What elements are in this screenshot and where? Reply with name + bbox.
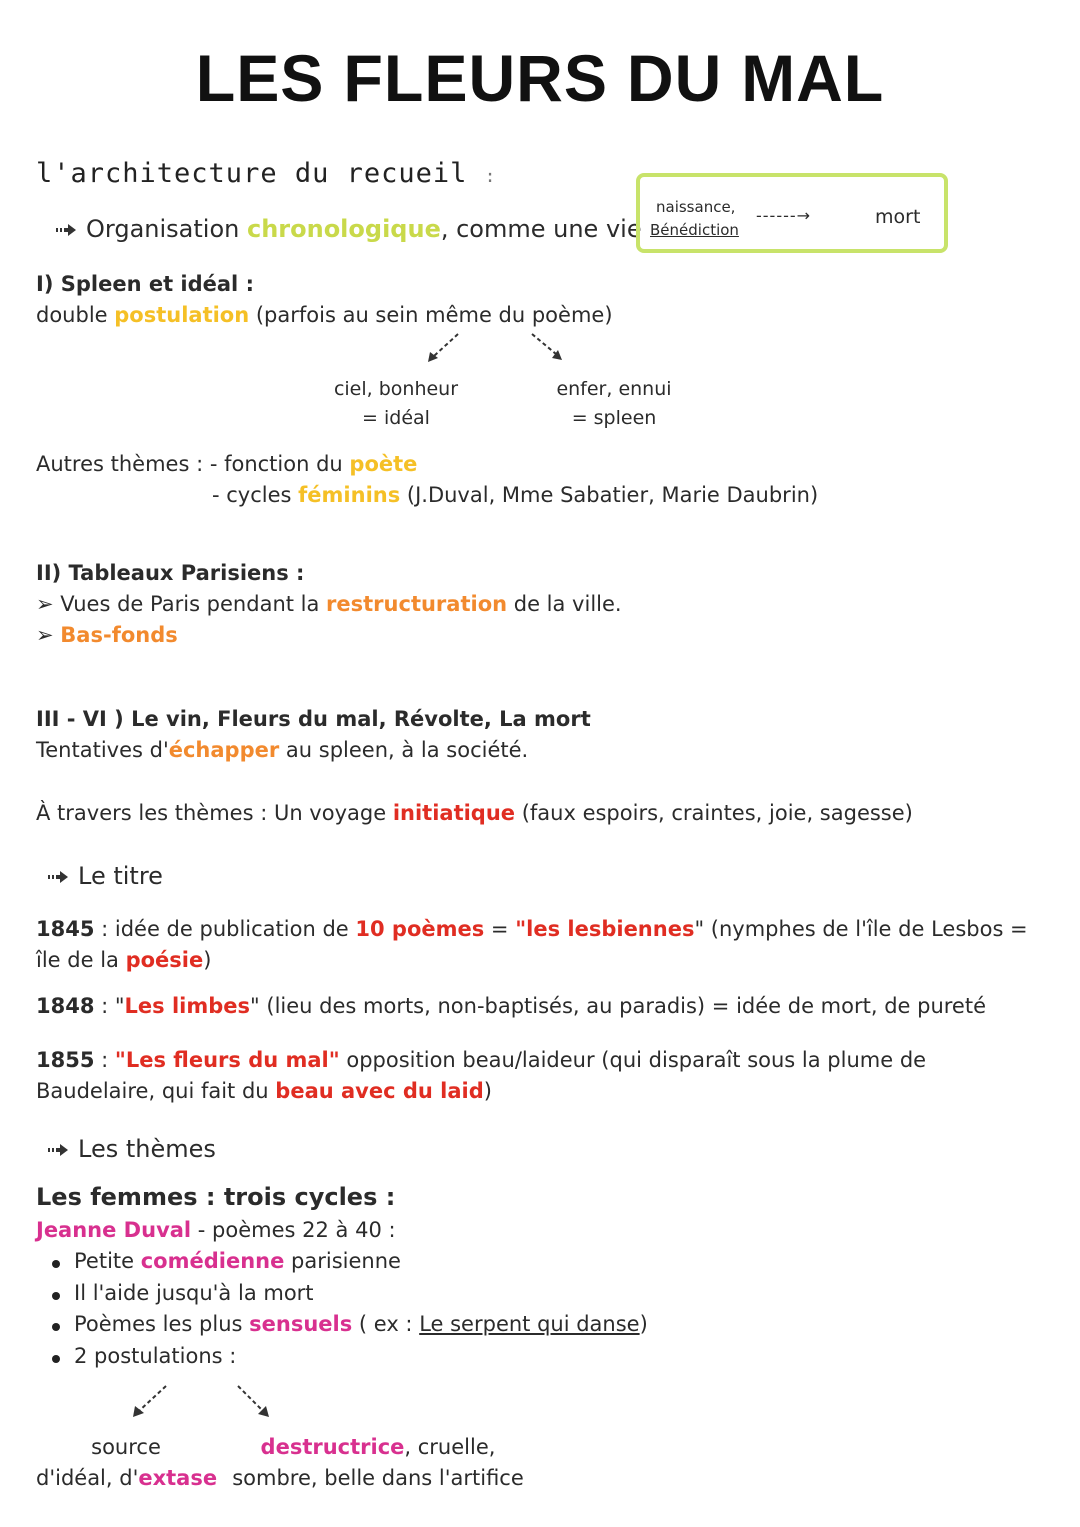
arrow-right-icon: [48, 1144, 68, 1156]
voyage-line: À travers les thèmes : Un voyage initiatique (faux espoirs, craintes, joie, sagesse): [36, 801, 913, 825]
titre-1855-line2: Baudelaire, qui fait du beau avec du laid): [36, 1079, 492, 1103]
postulation-left: source d'idéal, d'extase: [36, 1435, 218, 1490]
highlight-bas-fonds: Bas-fonds: [60, 623, 178, 647]
themes-heading: Les thèmes: [48, 1135, 216, 1163]
titre-1845-line1: 1845 : idée de publication de 10 poèmes = "les lesbiennes" (nymphes de l'île de Lesbos =: [36, 917, 1028, 941]
highlight-poete: poète: [349, 452, 418, 476]
section2-item2: [36, 623, 178, 647]
other-themes-line1: Autres thèmes : - fonction du poète: [36, 452, 418, 476]
highlight-postulation: postulation: [114, 303, 250, 327]
list-item: 2 postulations :: [36, 1344, 648, 1376]
titre-1845-line2: île de la poésie): [36, 948, 212, 972]
section3-line: Tentatives d'échapper au spleen, à la société.: [36, 738, 529, 762]
ideal-branch: ciel, bonheur = idéal: [333, 378, 459, 429]
page-title: LES FLEURS DU MAL: [195, 41, 885, 115]
architecture-heading: [36, 158, 497, 189]
section2-item1: ➢ Vues de Paris pendant la restructuration de la ville.: [36, 592, 622, 616]
branch-arrows-icon: [420, 328, 580, 366]
spleen-branch: enfer, ennui = spleen: [556, 378, 672, 429]
chevron-bullet-icon: ➢: [36, 592, 54, 616]
architecture-colon: :: [484, 166, 497, 187]
titre-1855-line1: 1855 : "Les fleurs du mal" opposition beau/laideur (qui disparaît sous la plume de: [36, 1048, 927, 1072]
section2-heading: II) Tableaux Parisiens :: [36, 561, 305, 585]
highlight-feminins: féminins: [298, 483, 401, 507]
titre-1848-line: 1848 : "Les limbes" (lieu des morts, non-baptisés, au paradis) = idée de mort, de pureté: [36, 994, 987, 1018]
chevron-bullet-icon: ➢: [36, 623, 54, 647]
titre-heading: Le titre: [48, 862, 163, 890]
highlight-echapper: échapper: [168, 738, 280, 762]
jeanne-line: Jeanne Duval - poèmes 22 à 40 :: [36, 1218, 396, 1242]
jeanne-bullets: [36, 1249, 648, 1375]
section1-heading: I) Spleen et idéal :: [36, 272, 254, 296]
poem-link: Le serpent qui danse: [419, 1312, 640, 1336]
highlight-initiatique: initiatique: [392, 801, 516, 825]
other-themes-line2: - cycles féminins (J.Duval, Mme Sabatier, Marie Daubrin): [212, 483, 819, 507]
arrow-right-icon: [56, 224, 76, 236]
box-end: mort: [875, 206, 921, 228]
list-item: Petite comédienne parisienne: [36, 1249, 648, 1281]
femmes-heading: Les femmes : trois cycles :: [36, 1183, 396, 1211]
list-item: Il l'aide jusqu'à la mort: [36, 1281, 648, 1313]
highlight-restructuration: restructuration: [326, 592, 508, 616]
box-start-line1: naissance,: [656, 198, 736, 216]
arrow-right-icon: [48, 871, 68, 883]
dashed-arrow-icon: ------→: [756, 206, 812, 225]
highlight-chronologique: chronologique: [246, 215, 441, 243]
section1-line: double postulation (parfois au sein même du poème): [36, 303, 613, 327]
architecture-line: Organisation chronologique, comme une vie: [56, 215, 642, 243]
architecture-heading-text: l'architecture du recueil: [36, 158, 468, 189]
postulation-right: destructrice, cruelle, sombre, belle dans l'artifice: [232, 1435, 524, 1490]
postulation-arrows-icon: [120, 1380, 280, 1422]
section3-heading: III - VI ) Le vin, Fleurs du mal, Révolte, La mort: [36, 707, 591, 731]
list-item: Poèmes les plus sensuels ( ex : Le serpent qui danse): [36, 1312, 648, 1344]
box-start-line2: Bénédiction: [650, 221, 739, 239]
